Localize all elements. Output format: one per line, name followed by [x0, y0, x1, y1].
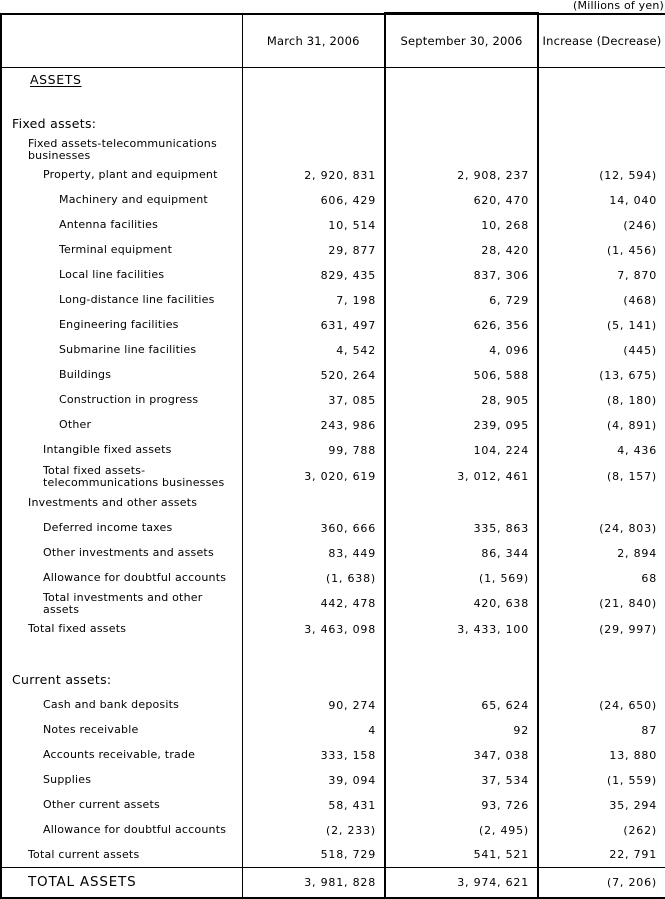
value-increase: [538, 642, 665, 667]
value-march: 520, 264: [242, 363, 385, 388]
row-investments-and-other-assets: [1, 491, 665, 516]
value-september: 92: [385, 718, 538, 743]
value-september: (2, 495): [385, 818, 538, 843]
value-increase: (7, 206): [538, 868, 665, 898]
row-label: Investments and other assets: [1, 491, 242, 516]
value-september: 93, 726: [385, 793, 538, 818]
value-september: 3, 433, 100: [385, 617, 538, 642]
value-september: 6, 729: [385, 288, 538, 313]
row-total-fixed-assets-telecommunications-businesses: [1, 463, 665, 491]
row-terminal-equipment: [1, 238, 665, 263]
value-increase: 87: [641, 723, 657, 737]
value-september: 65, 624: [385, 693, 538, 718]
row-construction-in-progress: [1, 388, 665, 413]
value-september: 335, 863: [385, 516, 538, 541]
value-march: 10, 514: [242, 213, 385, 238]
value-september: 4, 096: [385, 338, 538, 363]
row-total-investments-and-other-assets: [1, 591, 665, 617]
row-label: Notes receivable: [1, 718, 242, 743]
value-increase: (4, 891): [607, 418, 657, 432]
value-march: [242, 491, 385, 516]
row-label: Buildings: [1, 363, 242, 388]
value-increase: (468): [623, 293, 657, 307]
value-march: 83, 449: [242, 541, 385, 566]
value-september: [385, 491, 538, 516]
value-increase: 7, 870: [617, 268, 657, 282]
row-supplies: [1, 768, 665, 793]
value-increase: (13, 675): [599, 368, 657, 382]
row-label: Machinery and equipment: [1, 188, 242, 213]
row-allowance-for-doubtful-accounts: [1, 818, 665, 843]
row-label: Local line facilities: [1, 263, 242, 288]
value-increase: [538, 667, 665, 693]
value-increase: 14, 040: [609, 193, 657, 207]
value-increase: 13, 880: [609, 748, 657, 762]
value-march: 631, 497: [242, 313, 385, 338]
row-label: Accounts receivable, trade: [1, 743, 242, 768]
row-label: Supplies: [1, 768, 242, 793]
row-local-line-facilities: [1, 263, 665, 288]
value-increase: (12, 594): [599, 168, 657, 182]
row-label: Submarine line facilities: [1, 338, 242, 363]
row-spacer: [1, 642, 665, 667]
value-september: 86, 344: [385, 541, 538, 566]
value-september: (1, 569): [385, 566, 538, 591]
row-total-assets: [1, 868, 665, 898]
value-september: 28, 905: [385, 388, 538, 413]
value-march: [242, 137, 385, 163]
row-label: Current assets:: [1, 667, 242, 693]
row-label: Allowance for doubtful accounts: [1, 566, 242, 591]
column-header-september: September 30, 2006: [385, 14, 538, 68]
row-buildings: [1, 363, 665, 388]
value-september: 3, 012, 461: [385, 463, 538, 491]
row-label: Fixed assets:: [1, 111, 242, 137]
value-march: 333, 158: [242, 743, 385, 768]
row-submarine-line-facilities: [1, 338, 665, 363]
row-engineering-facilities: [1, 313, 665, 338]
value-increase: (5, 141): [607, 318, 657, 332]
row-property-plant-and-equipment: [1, 163, 665, 188]
row-current-assets: [1, 667, 665, 693]
value-increase: (445): [623, 343, 657, 357]
value-march: 37, 085: [242, 388, 385, 413]
value-march: 3, 020, 619: [242, 463, 385, 491]
table-body: [1, 68, 665, 898]
row-label: Total current assets: [1, 843, 242, 868]
value-september: 347, 038: [385, 743, 538, 768]
value-march: 7, 198: [242, 288, 385, 313]
row-label: Total fixed assets-telecommunications businesses: [1, 463, 242, 491]
value-september: 620, 470: [385, 188, 538, 213]
value-march: [242, 111, 385, 137]
row-other-investments-and-assets: [1, 541, 665, 566]
value-increase: (1, 456): [607, 243, 657, 257]
value-march: (2, 233): [242, 818, 385, 843]
value-march: 3, 981, 828: [242, 868, 385, 898]
value-increase: 22, 791: [609, 848, 657, 862]
financial-table: [0, 12, 665, 899]
value-march: 606, 429: [242, 188, 385, 213]
value-march: 39, 094: [242, 768, 385, 793]
value-september: 420, 638: [385, 591, 538, 617]
value-september: [385, 68, 538, 111]
value-increase: (24, 650): [599, 698, 657, 712]
row-label: Property, plant and equipment: [1, 163, 242, 188]
row-other-current-assets: [1, 793, 665, 818]
value-march: 4: [242, 718, 385, 743]
row-label: Other current assets: [1, 793, 242, 818]
value-september: 626, 356: [385, 313, 538, 338]
value-march: 58, 431: [242, 793, 385, 818]
value-march: 99, 788: [242, 438, 385, 463]
row-intangible-fixed-assets: [1, 438, 665, 463]
value-increase: (24, 803): [599, 521, 657, 535]
row-label: Intangible fixed assets: [1, 438, 242, 463]
row-accounts-receivable-trade: [1, 743, 665, 768]
row-allowance-for-doubtful-accounts: [1, 566, 665, 591]
row-deferred-income-taxes: [1, 516, 665, 541]
row-label: Total fixed assets: [1, 617, 242, 642]
row-label: Cash and bank deposits: [1, 693, 242, 718]
value-september: [385, 642, 538, 667]
value-march: (1, 638): [242, 566, 385, 591]
value-september: [385, 111, 538, 137]
value-increase: [538, 491, 665, 516]
column-header-blank: [1, 14, 242, 68]
row-label: Other: [1, 413, 242, 438]
value-september: 2, 908, 237: [385, 163, 538, 188]
value-march: [242, 667, 385, 693]
row-label: Allowance for doubtful accounts: [1, 818, 242, 843]
value-increase: [538, 137, 665, 163]
row-label: Terminal equipment: [1, 238, 242, 263]
value-increase: (262): [623, 823, 657, 837]
row-antenna-facilities: [1, 213, 665, 238]
row-label: Other investments and assets: [1, 541, 242, 566]
row-total-current-assets: [1, 843, 665, 868]
value-march: [242, 68, 385, 111]
value-september: 506, 588: [385, 363, 538, 388]
row-label: [1, 642, 242, 667]
row-other: [1, 413, 665, 438]
value-increase: [538, 68, 665, 111]
column-header-increase: Increase (Decrease): [538, 14, 665, 68]
value-september: 837, 306: [385, 263, 538, 288]
value-march: 4, 542: [242, 338, 385, 363]
value-september: 104, 224: [385, 438, 538, 463]
row-total-fixed-assets: [1, 617, 665, 642]
row-machinery-and-equipment: [1, 188, 665, 213]
value-increase: (8, 180): [607, 393, 657, 407]
table-header-row: [1, 14, 665, 68]
value-increase: (8, 157): [607, 470, 657, 483]
row-label: Deferred income taxes: [1, 516, 242, 541]
row-assets: [1, 68, 665, 111]
value-march: 518, 729: [242, 843, 385, 868]
value-september: 239, 095: [385, 413, 538, 438]
row-label: Fixed assets-telecommunications businesses: [1, 137, 242, 163]
row-label: Total investments and other assets: [1, 591, 242, 617]
row-fixed-assets: [1, 111, 665, 137]
value-increase: [538, 111, 665, 137]
value-increase: (29, 997): [599, 622, 657, 636]
value-march: 243, 986: [242, 413, 385, 438]
value-increase: 68: [641, 571, 657, 585]
value-march: [242, 642, 385, 667]
value-increase: (246): [623, 218, 657, 232]
row-notes-receivable: [1, 718, 665, 743]
value-march: 90, 274: [242, 693, 385, 718]
value-september: 37, 534: [385, 768, 538, 793]
value-september: 541, 521: [385, 843, 538, 868]
row-fixed-assets-telecommunications-businesses: [1, 137, 665, 163]
value-september: 10, 268: [385, 213, 538, 238]
value-september: [385, 667, 538, 693]
value-increase: 2, 894: [617, 546, 657, 560]
row-label: ASSETS: [1, 68, 242, 111]
value-march: 3, 463, 098: [242, 617, 385, 642]
row-label: Antenna facilities: [1, 213, 242, 238]
column-header-march: March 31, 2006: [242, 14, 385, 68]
value-increase: 35, 294: [609, 798, 657, 812]
value-september: 28, 420: [385, 238, 538, 263]
value-march: 360, 666: [242, 516, 385, 541]
value-march: 2, 920, 831: [242, 163, 385, 188]
row-label: TOTAL ASSETS: [1, 868, 242, 898]
value-increase: 4, 436: [617, 443, 657, 457]
row-label: Construction in progress: [1, 388, 242, 413]
value-march: 442, 478: [242, 591, 385, 617]
value-september: [385, 137, 538, 163]
value-increase: (1, 559): [607, 773, 657, 787]
value-march: 829, 435: [242, 263, 385, 288]
value-september: 3, 974, 621: [385, 868, 538, 898]
value-increase: (21, 840): [599, 597, 657, 610]
row-long-distance-line-facilities: [1, 288, 665, 313]
units-note: (Millions of yen): [573, 0, 664, 12]
row-cash-and-bank-deposits: [1, 693, 665, 718]
row-label: Long-distance line facilities: [1, 288, 242, 313]
row-label: Engineering facilities: [1, 313, 242, 338]
value-march: 29, 877: [242, 238, 385, 263]
